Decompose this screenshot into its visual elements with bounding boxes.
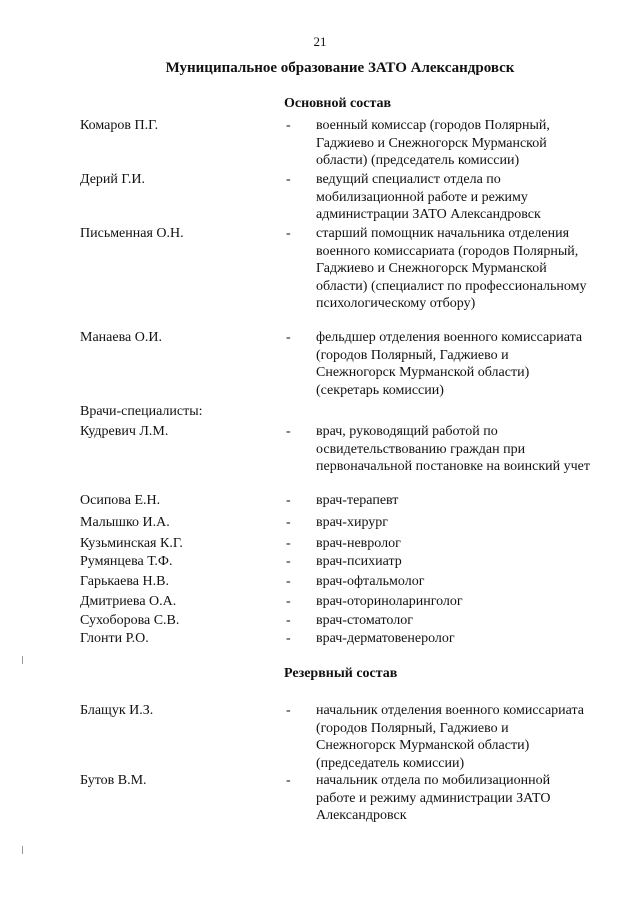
specialist-role: врач-офтальмолог	[316, 574, 425, 589]
specialist-dash: -	[286, 594, 291, 609]
specialist-dash: -	[286, 554, 291, 569]
member-role: ведущий специалист отдела по мобилизационной работе и режиму администрации ЗАТО Александровск	[316, 172, 541, 222]
member-dash: -	[286, 118, 291, 133]
specialist-dash: -	[286, 536, 291, 551]
specialist-dash: -	[286, 574, 291, 589]
specialist-name: Дмитриева О.А.	[80, 594, 177, 609]
specialist-name: Сухоборова С.В.	[80, 613, 180, 628]
specialist-role: врач-невролог	[316, 536, 401, 551]
member-role: военный комиссар (городов Полярный, Гаджиево и Снежногорск Мурманской области) (председатель комиссии)	[316, 118, 550, 168]
member-name: Комаров П.Г.	[80, 118, 159, 133]
member-name: Бутов В.М.	[80, 773, 147, 788]
specialist-role: врач-терапевт	[316, 493, 399, 508]
section-heading-main: Основной состав	[284, 96, 392, 111]
specialist-name: Кудревич Л.М.	[80, 424, 169, 439]
member-role: начальник отделения военного комиссариата (городов Полярный, Гаджиево и Снежногорск Мурманской области) (председатель комиссии)	[316, 703, 585, 771]
member-name: Дерий Г.И.	[80, 172, 146, 187]
specialist-name: Кузьминская К.Г.	[80, 536, 183, 551]
member-dash: -	[286, 773, 291, 788]
specialist-role: врач-оториноларинголог	[316, 594, 463, 609]
specialists-label: Врачи-специалисты:	[80, 404, 203, 419]
member-role: старший помощник начальника отделения военного комиссариата (городов Полярный, Гаджиево и Снежногорск Мурманской области) (специалист по профессиональному психологическому отбору)	[316, 226, 587, 311]
specialist-name: Малышко И.А.	[80, 515, 170, 530]
member-name: Письменная О.Н.	[80, 226, 184, 241]
member-role: начальник отдела по мобилизационной работе и режиму администрации ЗАТО Александровск	[316, 773, 551, 823]
member-dash: -	[286, 330, 291, 345]
specialist-name: Румянцева Т.Ф.	[80, 554, 173, 569]
specialist-dash: -	[286, 515, 291, 530]
member-role: фельдшер отделения военного комиссариата (городов Полярный, Гаджиево и Снежногорск Мурманской области) (секретарь комиссии)	[316, 330, 583, 398]
member-dash: -	[286, 172, 291, 187]
specialist-dash: -	[286, 613, 291, 628]
member-name: Манаева О.И.	[80, 330, 162, 345]
specialist-dash: -	[286, 424, 291, 439]
member-name: Блащук И.З.	[80, 703, 154, 718]
specialist-role: врач-хирург	[316, 515, 389, 530]
specialist-dash: -	[286, 493, 291, 508]
specialist-role: врач-дерматовенеролог	[316, 631, 455, 646]
scan-margin-mark	[22, 846, 23, 854]
scan-margin-mark	[22, 656, 23, 664]
member-dash: -	[286, 703, 291, 718]
section-heading-reserve: Резервный состав	[284, 666, 398, 681]
specialist-name: Гарькаева Н.В.	[80, 574, 169, 589]
member-dash: -	[286, 226, 291, 241]
specialist-role: врач-психиатр	[316, 554, 402, 569]
specialist-name: Осипова Е.Н.	[80, 493, 161, 508]
page-number: 21	[313, 34, 327, 49]
document-title: Муниципальное образование ЗАТО Александровск	[165, 60, 515, 76]
specialist-name: Глонти Р.О.	[80, 631, 149, 646]
specialist-role: врач-стоматолог	[316, 613, 413, 628]
specialist-dash: -	[286, 631, 291, 646]
specialist-role: врач, руководящий работой по освидетельствованию граждан при первоначальной постановке на воинский учет	[316, 424, 591, 474]
